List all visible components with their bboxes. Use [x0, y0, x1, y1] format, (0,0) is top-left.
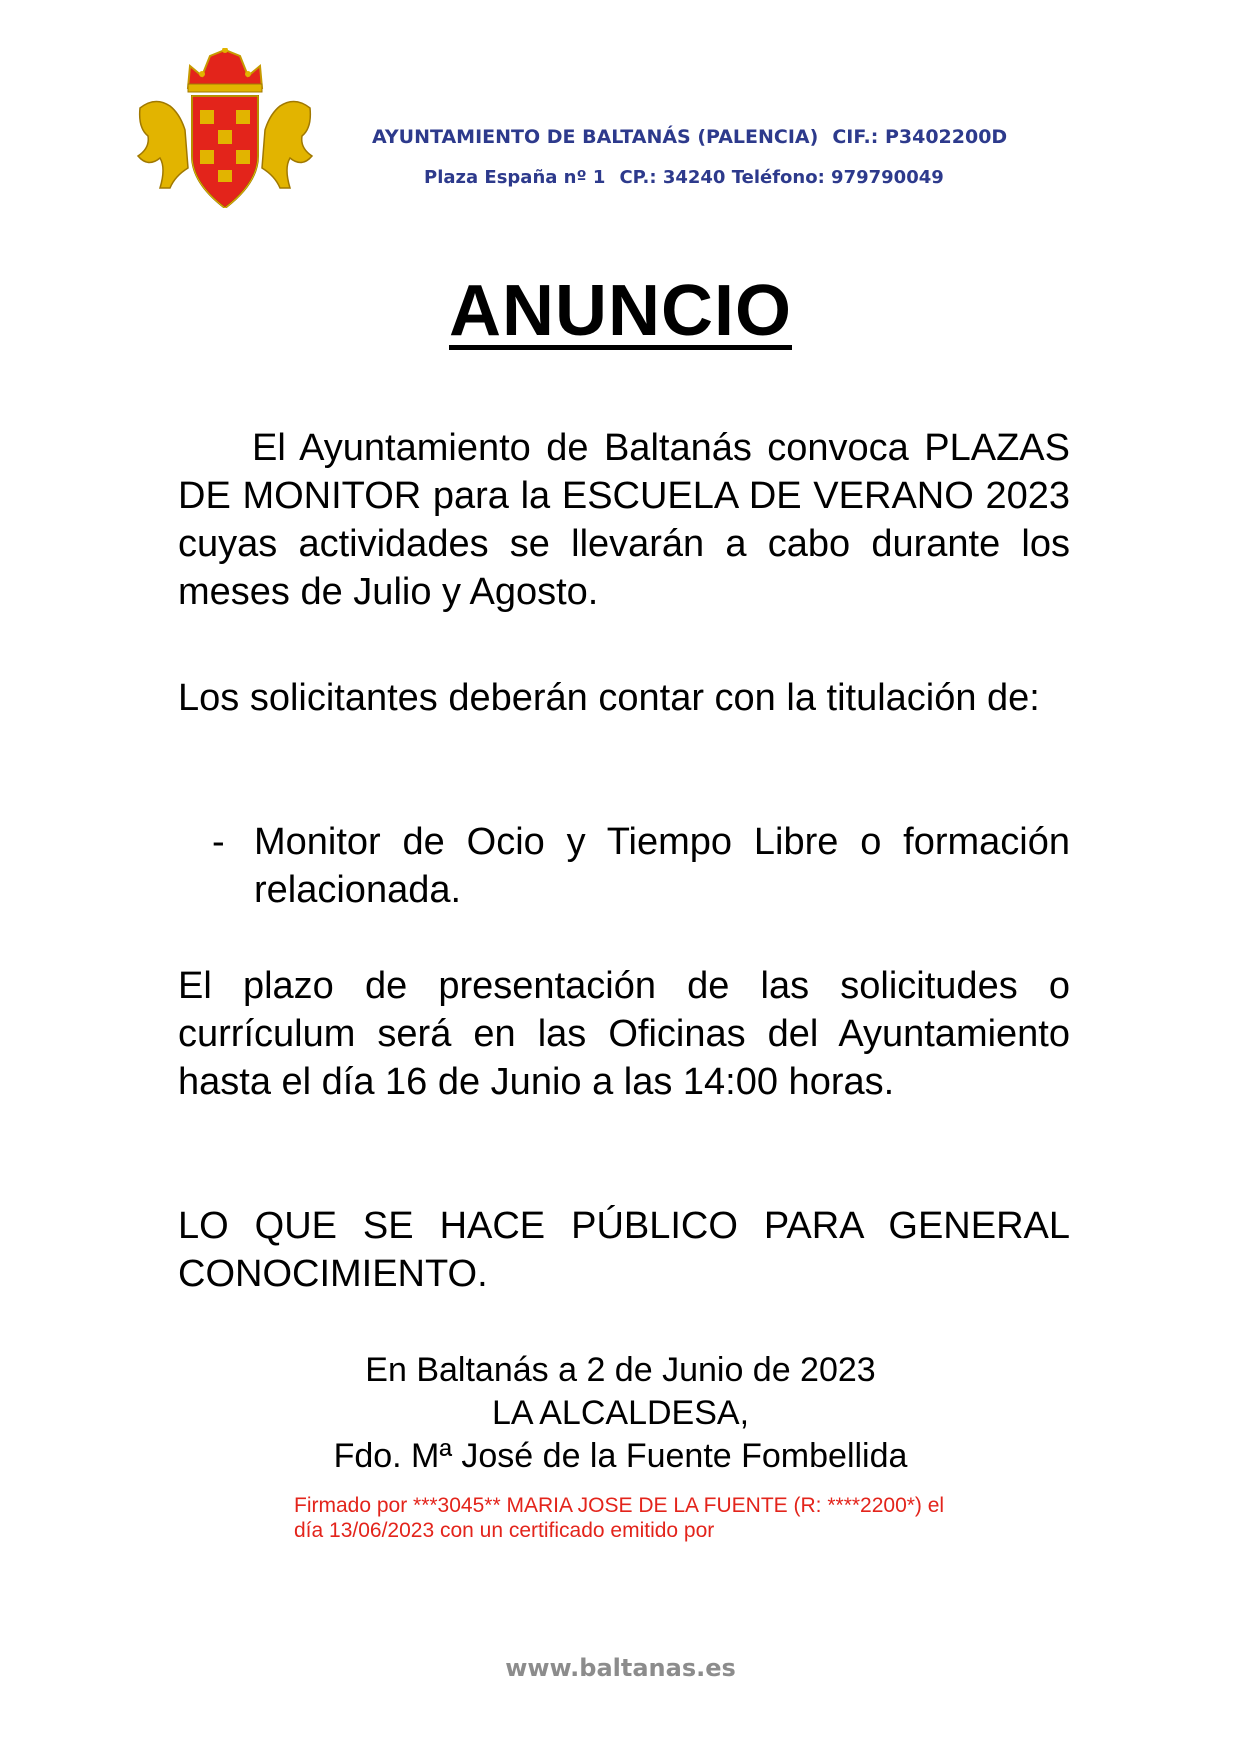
paragraph-public-notice: LO QUE SE HACE PÚBLICO PARA GENERAL CONOCIMIENTO.: [178, 1205, 1070, 1295]
council-name: AYUNTAMIENTO DE BALTANÁS (PALENCIA): [372, 126, 819, 148]
signature-place-date: En Baltanás a 2 de Junio de 2023: [365, 1351, 876, 1389]
digital-signature-note: Firmado por ***3045** MARIA JOSE DE LA FUENTE (R: ****2200*) el día 13/06/2023 con un certificado emitido por: [294, 1494, 945, 1542]
page-title: [0, 270, 1241, 352]
requirement-text: Monitor de Ocio y Tiempo Libre o formación relacionada.: [254, 821, 1070, 911]
list-dash: -: [212, 821, 225, 863]
cif-number: CIF.: P3402200D: [832, 126, 1008, 148]
council-address: Plaza España nº 1: [424, 167, 606, 188]
signature-name: Fdo. Mª José de la Fuente Fombellida: [333, 1437, 908, 1475]
signature-block: [0, 1349, 1241, 1478]
header-line-2: [424, 167, 944, 188]
council-contact: CP.: 34240 Teléfono: 979790049: [619, 167, 944, 188]
signature-role: LA ALCALDESA,: [491, 1394, 750, 1432]
header-line-1: [372, 126, 1072, 148]
coat-of-arms-icon: [130, 48, 320, 208]
footer-website: www.baltanas.es: [505, 1654, 736, 1682]
paragraph-requirements: Los solicitantes deberán contar con la titulación de:: [178, 677, 1040, 719]
paragraph-announcement: El Ayuntamiento de Baltanás convoca PLAZAS DE MONITOR para la ESCUELA DE VERANO 2023 cuyas actividades se llevarán a cabo durante los meses de Julio y Agosto.: [178, 427, 1070, 613]
title-text: ANUNCIO: [449, 271, 792, 351]
paragraph-deadline: El plazo de presentación de las solicitudes o currículum será en las Oficinas del Ayuntamiento hasta el día 16 de Junio a las 14:00 horas.: [178, 965, 1070, 1103]
